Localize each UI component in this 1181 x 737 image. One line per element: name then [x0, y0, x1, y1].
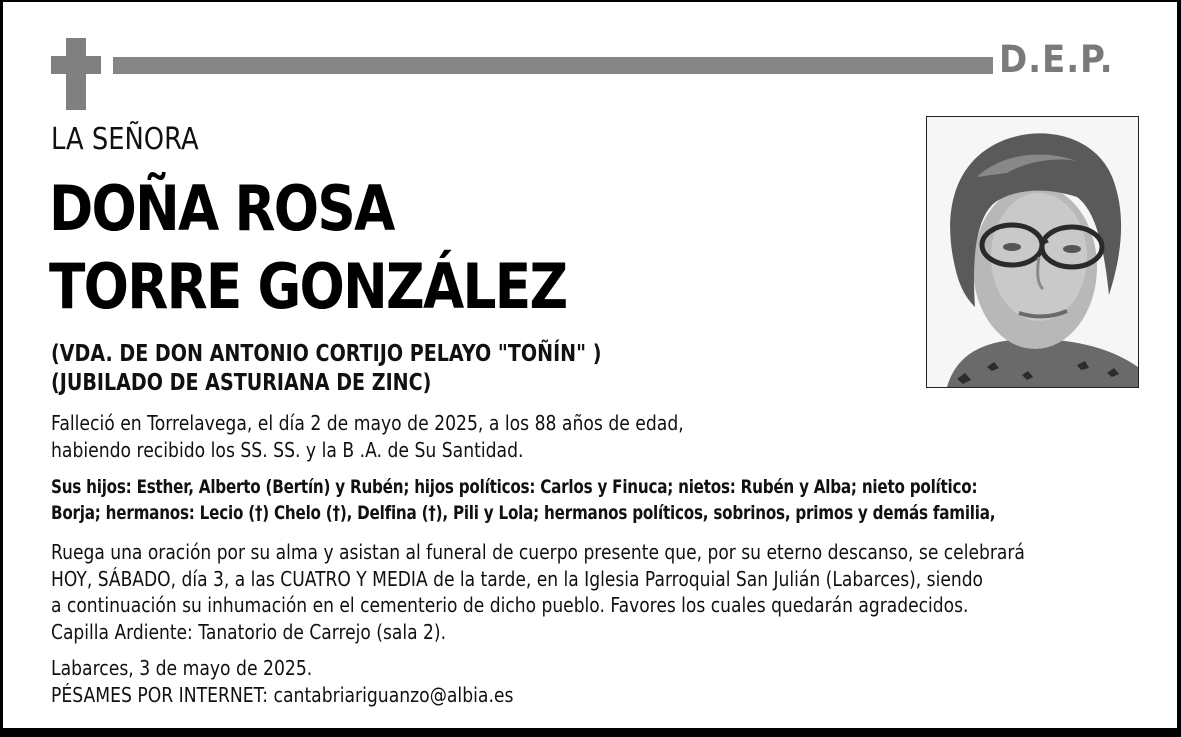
place-date: Labarces, 3 de mayo de 2025.	[51, 656, 313, 680]
header-rule	[113, 57, 993, 74]
funeral-line: a continuación su inhumación en el cementerio de dicho pueblo. Favores los cuales quedarán agradecidos.	[51, 593, 969, 617]
cross-icon-vertical-bar	[66, 38, 86, 110]
cross-icon-horizontal-bar	[51, 56, 101, 74]
funeral-line: HOY, SÁBADO, día 3, a las CUATRO Y MEDIA de la tarde, en la Iglesia Parroquial San Julián (Labarces), siendo	[51, 566, 984, 591]
portrait-image	[927, 117, 1138, 387]
funeral-line: Capilla Ardiente: Tanatorio de Carrejo (sala 2).	[51, 619, 447, 644]
deceased-name	[49, 170, 566, 326]
death-notice	[51, 410, 684, 464]
widow-of-line: (VDA. DE DON ANTONIO CORTIJO PELAYO "TOÑÍN" )	[51, 341, 602, 367]
death-notice-line: Falleció en Torrelavega, el día 2 de mayo de 2025, a los 88 años de edad,	[51, 411, 684, 435]
deceased-subtitle	[51, 340, 601, 398]
family-list	[51, 474, 995, 526]
deceased-name-line-2: TORRE GONZÁLEZ	[49, 250, 567, 323]
deceased-name-line-1: DOÑA ROSA	[49, 172, 394, 245]
condolences-email: PÉSAMES POR INTERNET: cantabriariguanzo@albia.es	[51, 683, 514, 707]
deceased-title: LA SEÑORA	[51, 122, 199, 157]
dep-label: D.E.P.	[999, 38, 1114, 81]
family-line: Borja; hermanos: Lecio (†) Chelo (†), Delfina (†), Pili y Lola; hermanos políticos, sobrinos, primos y demás familia,	[51, 502, 996, 524]
funeral-details	[51, 539, 1025, 645]
footer	[51, 655, 513, 709]
retired-from-line: (JUBILADO DE ASTURIANA DE ZINC)	[51, 370, 432, 396]
death-notice-line: habiendo recibido los SS. SS. y la B .A. de Su Santidad.	[51, 438, 524, 462]
funeral-line: Ruega una oración por su alma y asistan al funeral de cuerpo presente que, por su eterno descanso, se celebrará	[51, 540, 1025, 564]
deceased-photo	[926, 116, 1139, 388]
family-line: Sus hijos: Esther, Alberto (Bertín) y Rubén; hijos políticos: Carlos y Finuca; nietos: Rubén y Alba; nieto político:	[51, 476, 978, 498]
